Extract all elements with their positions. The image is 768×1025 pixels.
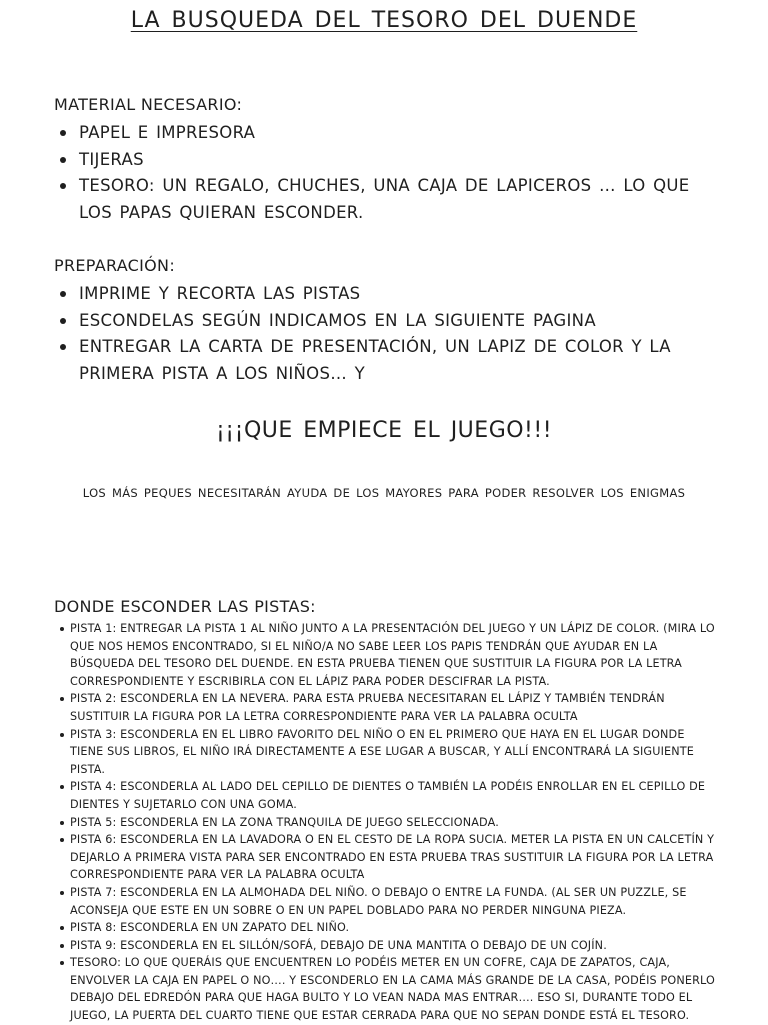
list-item: PISTA 4: ESCONDERLA AL LADO DEL CEPILLO DE DIENTES O TAMBIÉN LA PODÉIS ENROLLAR EN EL CEPILLO DE DIENTES Y SUJETARLO CON UNA GOMA. — [54, 778, 716, 813]
list-item: PAPEL E IMPRESORA — [54, 120, 704, 147]
preparation-heading: PREPARACIÓN: — [54, 256, 176, 275]
material-list — [54, 120, 704, 226]
list-item: PISTA 9: ESCONDERLA EN EL SILLÓN/SOFÁ, DEBAJO DE UNA MANTITA O DEBAJO DE UN COJÍN. — [54, 937, 716, 955]
list-item: TESORO: LO QUE QUERÁIS QUE ENCUENTREN LO PODÉIS METER EN UN COFRE, CAJA DE ZAPATOS, CAJA, ENVOLVER LA CAJA EN PAPEL O NO…. Y ESCONDERLO EN LA CAMA MÁS GRANDE DE LA CASA, PODÉIS PONERLO DEBAJO DEL EDREDÓN PARA QUE HAGA BULTO Y LO VEAN NADA MAS ENTRAR…. ESO SI, DURANTE TODO EL JUEGO, LA PUERTA DEL CUARTO TIENE QUE ESTAR CERRADA PARA QUE NO SEPAN DONDE ESTÁ EL TESORO. — [54, 954, 716, 1024]
list-item: PISTA 3: ESCONDERLA EN EL LIBRO FAVORITO DEL NIÑO O EN EL PRIMERO QUE HAYA EN EL LUGAR DONDE TIENE SUS LIBROS, EL NIÑO IRÁ DIRECTAMENTE A ESE LUGAR A BUSCAR, Y ALLÍ ENCONTRARÁ LA SIGUIENTE PISTA. — [54, 726, 716, 779]
help-note: LOS MÁS PEQUES NECESITARÁN AYUDA DE LOS MAYORES PARA PODER RESOLVER LOS ENIGMAS — [82, 486, 686, 500]
list-item: PISTA 1: ENTREGAR LA PISTA 1 AL NIÑO JUNTO A LA PRESENTACIÓN DEL JUEGO Y UN LÁPIZ DE COLOR. (MIRA LO QUE NOS HEMOS ENCONTRADO, SI EL NIÑO/A NO SABE LEER LOS PAPIS TENDRÁN QUE AYUDAR EN LA BÚSQUEDA DEL TESORO DEL DUENDE. EN ESTA PRUEBA TIENEN QUE SUSTITUIR LA FIGURA POR LA LETRA CORRESPONDIENTE Y ESCRIBIRLA CON EL LÁPIZ PARA PODER DESCIFRAR LA PISTA. — [54, 620, 716, 690]
list-item: PISTA 8: ESCONDERLA EN UN ZAPATO DEL NIÑO. — [54, 919, 716, 937]
list-item: PISTA 6: ESCONDERLA EN LA LAVADORA O EN EL CESTO DE LA ROPA SUCIA. METER LA PISTA EN UN CALCETÍN Y DEJARLO A PRIMERA VISTA PARA SER ENCONTRADO EN ESTA PRUEBA TRAS SUSTITUIR LA FIGURA POR LA LETRA CORRESPONDIENTE PARA VER LA PALABRA OCULTA — [54, 831, 716, 884]
page-title: LA BUSQUEDA DEL TESORO DEL DUENDE — [130, 8, 638, 33]
list-item: PISTA 2: ESCONDERLA EN LA NEVERA. PARA ESTA PRUEBA NECESITARAN EL LÁPIZ Y TAMBIÉN TENDRÁN SUSTITUIR LA FIGURA POR LA LETRA CORRESPONDIENTE PARA VER LA PALABRA OCULTA — [54, 690, 716, 725]
list-item: IMPRIME Y RECORTA LAS PISTAS — [54, 281, 704, 308]
list-item: TESORO: UN REGALO, CHUCHES, UNA CAJA DE LAPICEROS … LO QUE LOS PAPAS QUIERAN ESCONDER. — [54, 173, 704, 226]
list-item: PISTA 7: ESCONDERLA EN LA ALMOHADA DEL NIÑO. O DEBAJO O ENTRE LA FUNDA. (AL SER UN PUZZLE, SE ACONSEJA QUE ESTE EN UN SOBRE O EN UN PAPEL DOBLADO PARA NO PERDER NINGUNA PIEZA. — [54, 884, 716, 919]
list-item: TIJERAS — [54, 147, 704, 174]
preparation-list — [54, 281, 704, 387]
game-start-banner: ¡¡¡QUE EMPIECE EL JUEGO!!! — [215, 418, 553, 443]
list-item: PISTA 5: ESCONDERLA EN LA ZONA TRANQUILA DE JUEGO SELECCIONADA. — [54, 814, 716, 832]
list-item: ESCONDELAS SEGÚN INDICAMOS EN LA SIGUIENTE PAGINA — [54, 308, 704, 335]
hiding-list — [54, 620, 716, 1025]
material-heading: MATERIAL NECESARIO: — [54, 95, 243, 114]
hiding-heading: DONDE ESCONDER LAS PISTAS: — [54, 597, 316, 616]
list-item: ENTREGAR LA CARTA DE PRESENTACIÓN, UN LAPIZ DE COLOR Y LA PRIMERA PISTA A LOS NIÑOS… Y — [54, 334, 704, 387]
